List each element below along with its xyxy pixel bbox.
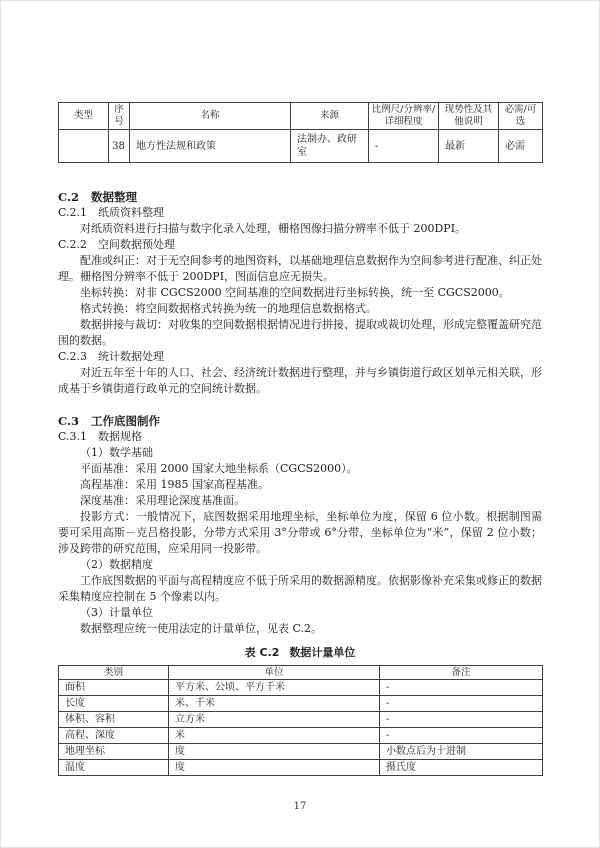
paragraph-statistics: 对近五年至十年的人口、社会、经济统计数据进行整理，并与乡镇街道行政区划单元相关联，形成基于乡镇街道行政单元的空间统计数据。	[58, 366, 542, 395]
table-row	[59, 728, 543, 744]
cell-category: 长度	[59, 696, 169, 712]
cell-unit: 立方米	[169, 712, 380, 728]
page-content	[58, 102, 542, 812]
cell-unit: 度	[169, 744, 380, 760]
source-data-table	[58, 102, 543, 163]
paragraph-register: 配准或纠正：对于无空间参考的地图资料，以基础地理信息数据作为空间参考进行配准、纠正处理。栅格图分辨率不低于 200DPI，图面信息应无损失。	[58, 254, 542, 283]
cell-remark: 摄氏度	[380, 760, 543, 776]
page-number: 17	[293, 801, 307, 812]
section-title: 空间数据预处理	[98, 238, 176, 251]
section-heading-c3	[58, 413, 542, 429]
cell-category: 体积、容积	[59, 712, 169, 728]
table-caption	[58, 645, 542, 661]
section-number: C.3.1	[58, 430, 88, 443]
paragraph-math-basis-title: （1）数学基础	[80, 446, 153, 459]
section-title: 数据规格	[98, 430, 143, 443]
cell-category: 面积	[59, 680, 169, 696]
section-heading-c31	[58, 429, 542, 445]
cell-unit: 平方米、公顷、平方千米	[169, 680, 380, 696]
paragraph-coord-transform: 坐标转换：对非 CGCS2000 空间基准的空间数据进行坐标转换，统一至 CGCS2000。	[80, 286, 510, 299]
table-row	[59, 744, 543, 760]
col-header-type: 类型	[59, 103, 109, 130]
col-header-source: 来源	[291, 103, 369, 130]
table-row	[59, 680, 543, 696]
paragraph-depth-datum: 深度基准：采用理论深度基准面。	[80, 494, 245, 507]
cell-category: 温度	[59, 760, 169, 776]
cell-unit: 米、千米	[169, 696, 380, 712]
table-row	[59, 760, 543, 776]
table-caption-title: 数据计量单位	[289, 646, 356, 659]
source-table-header-row	[59, 103, 543, 130]
section-heading-c21	[58, 205, 542, 221]
cell-category: 地理坐标	[59, 744, 169, 760]
section-number: C.2.3	[58, 350, 88, 363]
section-heading-c23	[58, 349, 542, 365]
table-caption-number: 表 C.2	[244, 646, 280, 659]
paragraph-scan: 对纸质资料进行扫描与数字化录入处理，栅格图像扫描分辨率不低于 200DPI。	[80, 222, 467, 235]
section-title: 统计数据处理	[98, 350, 165, 363]
paragraph-accuracy: 工作底图数据的平面与高程精度应不低于所采用的数据源精度。依据影像补充采集或修正的数据采集精度应控制在 5 个像素以内。	[58, 574, 542, 603]
paragraph-format-transform: 格式转换：将空间数据格式转换为统一的地理信息数据格式。	[80, 302, 377, 315]
cell-type	[59, 130, 109, 163]
table-row	[59, 130, 543, 163]
cell-category: 高程、深度	[59, 728, 169, 744]
section-heading-c2	[58, 189, 542, 205]
col-header-category: 类别	[59, 666, 169, 680]
paragraph-projection: 投影方式：一般情况下，底图数据采用地理坐标，坐标单位为度，保留 6 位小数。根据制图需要可采用高斯－克吕格投影，分带方式采用 3°分带或 6°分带，坐标单位为“米”，保留 2 位小数；涉及跨带的研究范围，应采用同一投影带。	[58, 510, 542, 555]
paragraph-unit-title: （3）计量单位	[80, 606, 153, 619]
section-number: C.2	[58, 190, 79, 204]
cell-remark: -	[380, 712, 543, 728]
col-header-remark: 备注	[380, 666, 543, 680]
cell-remark: -	[380, 696, 543, 712]
section-number: C.3	[58, 414, 79, 428]
section-title: 数据整理	[90, 190, 137, 204]
cell-source: 法制办、政研室	[291, 130, 369, 163]
section-heading-c22	[58, 237, 542, 253]
col-header-scale: 比例尺/分辨率/详细程度	[369, 103, 439, 130]
paragraph-plane-datum: 平面基准：采用 2000 国家大地坐标系（CGCS2000）。	[80, 462, 358, 475]
cell-remark: -	[380, 728, 543, 744]
col-header-seq: 序号	[109, 103, 130, 130]
paragraph-merge-clip: 数据拼接与裁切：对收集的空间数据根据情况进行拼接、提取或裁切处理，形成完整覆盖研究范围的数据。	[58, 318, 542, 347]
cell-required: 必需	[499, 130, 543, 163]
unit-table	[58, 665, 543, 776]
section-number: C.2.2	[58, 238, 88, 251]
col-header-unit: 单位	[169, 666, 380, 680]
cell-seq: 38	[109, 130, 130, 163]
col-header-currency: 现势性及其他说明	[439, 103, 499, 130]
paragraph-height-datum: 高程基准：采用 1985 国家高程基准。	[80, 478, 269, 491]
paragraph-unit: 数据整理应统一使用法定的计量单位，见表 C.2。	[80, 622, 323, 635]
section-title: 纸质资料整理	[98, 206, 165, 219]
cell-name: 地方性法规和政策	[130, 130, 291, 163]
unit-table-header-row	[59, 666, 543, 680]
table-row	[59, 696, 543, 712]
cell-remark: -	[380, 680, 543, 696]
section-title: 工作底图制作	[90, 414, 160, 428]
cell-scale: -	[369, 130, 439, 163]
col-header-required: 必需/可选	[499, 103, 543, 130]
section-number: C.2.1	[58, 206, 88, 219]
col-header-name: 名称	[130, 103, 291, 130]
cell-unit: 度	[169, 760, 380, 776]
cell-remark: 小数点后为十进制	[380, 744, 543, 760]
table-row	[59, 712, 543, 728]
paragraph-accuracy-title: （2）数据精度	[80, 558, 153, 571]
cell-unit: 米	[169, 728, 380, 744]
cell-currency: 最新	[439, 130, 499, 163]
